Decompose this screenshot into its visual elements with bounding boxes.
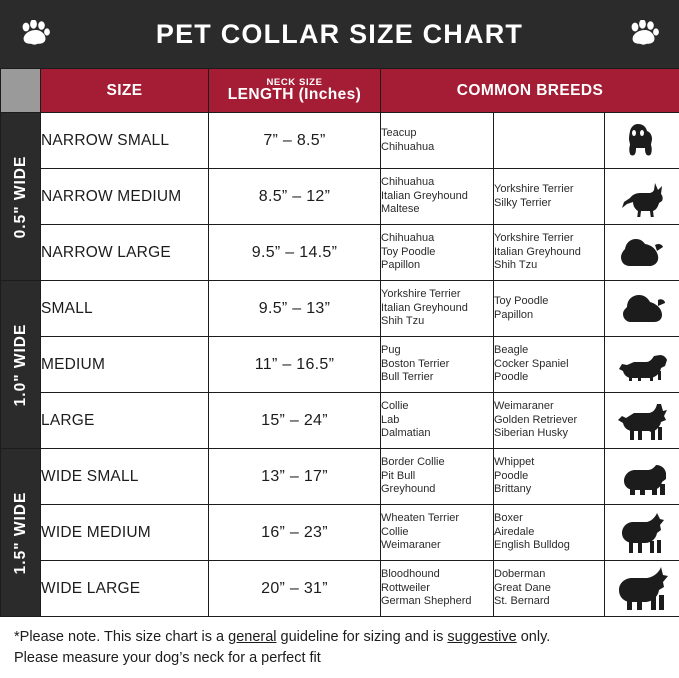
dog-silhouette-shepherd-icon [605, 393, 679, 449]
group-label-cell-0 [1, 113, 41, 281]
chart-header [0, 0, 679, 68]
dog-silhouette-pomeranian-icon [605, 281, 679, 337]
group-label-text: 0.5" WIDE [11, 155, 29, 238]
footer-text-b: guideline for sizing and is [276, 629, 448, 645]
table-row [1, 393, 679, 449]
row-length: 8.5” – 12” [209, 169, 381, 225]
row-breeds-2: Weimaraner Golden Retriever Siberian Husky [494, 393, 605, 449]
paw-print-icon [20, 20, 50, 48]
row-breeds-1: Yorkshire Terrier Italian Greyhound Shih Tzu [381, 281, 494, 337]
row-size: WIDE LARGE [41, 561, 209, 617]
group-label-text: 1.5" WIDE [11, 491, 29, 574]
row-breeds-2: Whippet Poodle Brittany [494, 449, 605, 505]
row-length: 20” – 31” [209, 561, 381, 617]
row-size: NARROW SMALL [41, 113, 209, 169]
dog-silhouette-pitbull-icon [605, 449, 679, 505]
table-row [1, 281, 679, 337]
row-length: 11” – 16.5” [209, 337, 381, 393]
row-breeds-1: Pug Boston Terrier Bull Terrier [381, 337, 494, 393]
dog-silhouette-yorkie-icon [605, 113, 679, 169]
row-length: 9.5” – 13” [209, 281, 381, 337]
dog-silhouette-doberman-icon [605, 561, 679, 617]
row-length: 9.5” – 14.5” [209, 225, 381, 281]
column-header-neck-size: NECK SIZE [266, 77, 323, 88]
dog-silhouette-chihuahua-icon [605, 169, 679, 225]
row-breeds-1: Border Collie Pit Bull Greyhound [381, 449, 494, 505]
footer-underline-general: general [228, 629, 277, 645]
dog-silhouette-beagle-icon [605, 337, 679, 393]
row-size: LARGE [41, 393, 209, 449]
column-header-corner [1, 69, 41, 113]
table-row [1, 505, 679, 561]
column-header-breeds: COMMON BREEDS [381, 69, 679, 113]
footer-line-2: Please measure your dog’s neck for a perfect fit [14, 650, 321, 666]
table-row [1, 337, 679, 393]
footer-line-1 [14, 627, 665, 648]
row-length: 15” – 24” [209, 393, 381, 449]
column-header-length-label: LENGTH (Inches) [227, 86, 362, 103]
table-row [1, 449, 679, 505]
row-breeds-2: Boxer Airedale English Bulldog [494, 505, 605, 561]
row-size: NARROW MEDIUM [41, 169, 209, 225]
row-size: MEDIUM [41, 337, 209, 393]
table-row [1, 113, 679, 169]
row-breeds-2 [494, 113, 605, 169]
row-breeds-1: Collie Lab Dalmatian [381, 393, 494, 449]
group-label-cell-1 [1, 281, 41, 449]
row-size: WIDE SMALL [41, 449, 209, 505]
row-breeds-1: Chihuahua Italian Greyhound Maltese [381, 169, 494, 225]
row-length: 13” – 17” [209, 449, 381, 505]
footer-note [0, 617, 679, 669]
table-row [1, 169, 679, 225]
dog-silhouette-shihtzu-icon [605, 225, 679, 281]
column-header-size: SIZE [41, 69, 209, 113]
row-size: SMALL [41, 281, 209, 337]
group-label-cell-2 [1, 449, 41, 617]
row-breeds-1: Bloodhound Rottweiler German Shepherd [381, 561, 494, 617]
page-title: PET COLLAR SIZE CHART [155, 18, 524, 49]
paw-print-icon [629, 20, 659, 48]
row-length: 7” – 8.5” [209, 113, 381, 169]
row-breeds-1: Wheaten Terrier Collie Weimaraner [381, 505, 494, 561]
row-size: WIDE MEDIUM [41, 505, 209, 561]
table-header-row [1, 69, 679, 113]
footer-text-c: only. [516, 629, 551, 645]
table-row [1, 225, 679, 281]
row-length: 16” – 23” [209, 505, 381, 561]
row-breeds-1: Teacup Chihuahua [381, 113, 494, 169]
row-breeds-2: Toy Poodle Papillon [494, 281, 605, 337]
table-row [1, 561, 679, 617]
row-breeds-2: Yorkshire Terrier Silky Terrier [494, 169, 605, 225]
row-breeds-1: Chihuahua Toy Poodle Papillon [381, 225, 494, 281]
size-chart-table [0, 68, 679, 617]
column-header-length [209, 69, 381, 113]
dog-silhouette-weimaraner-icon [605, 505, 679, 561]
group-label-text: 1.0" WIDE [11, 323, 29, 406]
footer-underline-suggestive: suggestive [447, 629, 517, 645]
footer-text-a: *Please note. This size chart is a [14, 629, 229, 645]
row-size: NARROW LARGE [41, 225, 209, 281]
row-breeds-2: Yorkshire Terrier Italian Greyhound Shih Tzu [494, 225, 605, 281]
row-breeds-2: Doberman Great Dane St. Bernard [494, 561, 605, 617]
row-breeds-2: Beagle Cocker Spaniel Poodle [494, 337, 605, 393]
